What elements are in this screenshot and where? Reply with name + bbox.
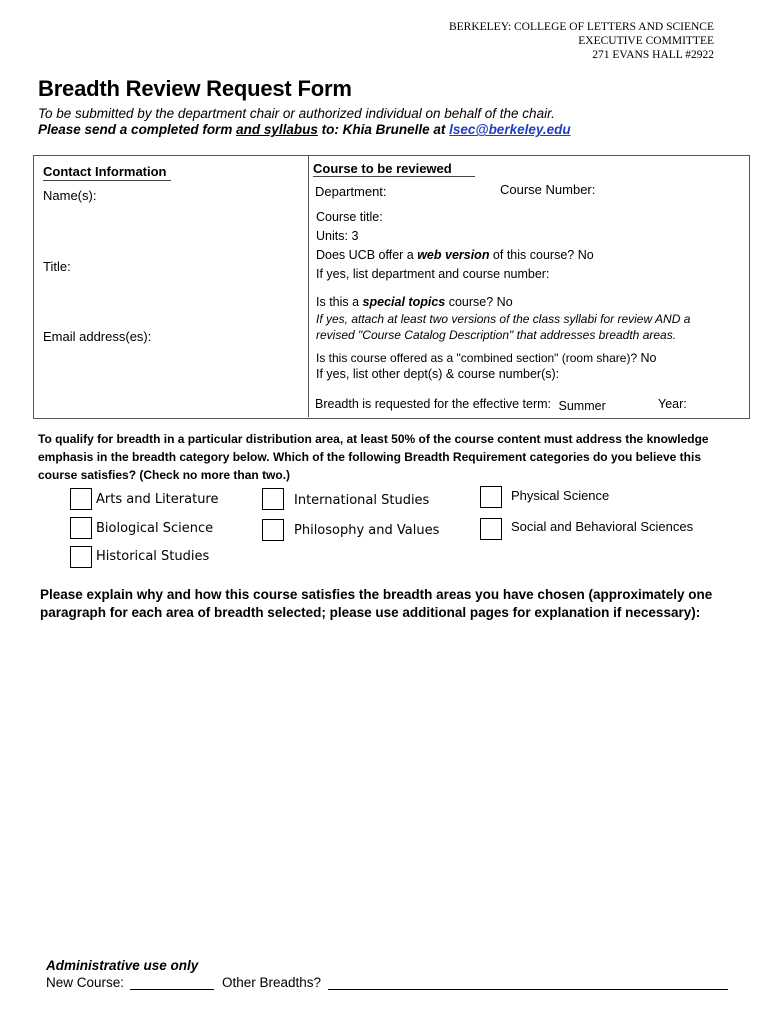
combined-answer: No — [640, 351, 657, 365]
contact-heading-underline — [43, 180, 171, 181]
special-note-2: revised "Course Catalog Description" that addresses breadth areas. — [316, 328, 677, 342]
combined-ifyes: If yes, list other dept(s) & course number(s): — [316, 367, 560, 381]
option-arts-literature: Arts and Literature — [96, 492, 219, 507]
send-underlined: and syllabus — [236, 122, 318, 137]
combined-section-question — [316, 351, 656, 365]
email-link[interactable]: lsec@berkeley.edu — [449, 122, 571, 137]
other-breadths-label: Other Breadths? — [222, 975, 322, 990]
special-topics-question — [316, 295, 513, 309]
checkbox-biological-science[interactable] — [70, 517, 92, 539]
email-label: Email address(es): — [43, 329, 152, 344]
web-answer: No — [577, 248, 594, 262]
send-instructions — [38, 122, 571, 137]
department-label: Department: — [315, 184, 387, 199]
title-label: Title: — [43, 259, 71, 274]
units-row — [316, 229, 358, 243]
year-label: Year: — [658, 397, 687, 411]
web-ifyes: If yes, list department and course number: — [316, 267, 550, 281]
course-title-label: Course title: — [316, 210, 383, 224]
term-value: Summer — [558, 399, 606, 413]
send-middle: to: Khia Brunelle at — [317, 122, 450, 137]
new-course-label: New Course: — [46, 975, 125, 990]
checkbox-historical-studies[interactable] — [70, 546, 92, 568]
checkbox-social-behavioral[interactable] — [480, 518, 502, 540]
option-biological-science: Biological Science — [96, 521, 214, 536]
header-line-3: 271 EVANS HALL #2922 — [592, 49, 714, 61]
web-version-question — [316, 248, 594, 262]
qualify-paragraph: To qualify for breadth in a particular distribution area, at least 50% of the course content must address the knowledge emphasis in the breadth category below. Which of the following Breadth Requirement categories do you believe this course satisfies? (Check no more than two.) — [38, 432, 709, 482]
units-label: Units: — [316, 229, 348, 243]
checkbox-physical-science[interactable] — [480, 486, 502, 508]
option-philosophy-values: Philosophy and Values — [294, 523, 440, 538]
special-note-1: If yes, attach at least two versions of the class syllabi for review AND a — [316, 312, 691, 326]
contact-heading: Contact Information — [43, 164, 167, 179]
new-course-field[interactable] — [130, 989, 214, 990]
other-breadths-field[interactable] — [328, 989, 728, 990]
web-bold: web version — [417, 248, 490, 262]
form-title: Breadth Review Request Form — [38, 76, 352, 101]
special-prefix: Is this a — [316, 295, 363, 309]
term-label: Breadth is requested for the effective term: — [315, 397, 552, 411]
names-label: Name(s): — [43, 188, 97, 203]
header-line-2: EXECUTIVE COMMITTEE — [578, 35, 714, 47]
option-social-behavioral: Social and Behavioral Sciences — [511, 519, 694, 534]
option-physical-science: Physical Science — [511, 488, 610, 503]
college-header — [449, 20, 714, 62]
special-bold: special topics — [362, 295, 446, 309]
course-number-label: Course Number: — [500, 182, 596, 197]
header-line-1: BERKELEY: COLLEGE OF LETTERS AND SCIENCE — [448, 21, 714, 33]
explain-instructions: Please explain why and how this course satisfies the breadth areas you have chosen (approximately one paragraph for each area of breadth selected; please use additional pages for explanation if necessary): — [40, 587, 713, 620]
course-heading-underline — [313, 176, 475, 177]
web-prefix: Does UCB offer a — [316, 248, 418, 262]
option-historical-studies: Historical Studies — [96, 549, 210, 564]
units-value: 3 — [351, 229, 359, 243]
term-row — [315, 397, 606, 411]
checkbox-philosophy-values[interactable] — [262, 519, 284, 541]
checkbox-international-studies[interactable] — [262, 488, 284, 510]
combined-question: Is this course offered as a "combined section" (room share)? — [316, 351, 638, 365]
web-suffix: of this course? — [489, 248, 575, 262]
special-suffix: course? — [445, 295, 494, 309]
course-heading: Course to be reviewed — [313, 161, 452, 176]
option-international-studies: International Studies — [294, 493, 430, 508]
form-subtitle: To be submitted by the department chair or authorized individual on behalf of the chair. — [38, 106, 555, 121]
admin-heading: Administrative use only — [46, 958, 199, 973]
checkbox-arts-literature[interactable] — [70, 488, 92, 510]
table-divider — [308, 155, 309, 417]
send-prefix: Please send a completed form — [38, 122, 237, 137]
special-answer: No — [496, 295, 513, 309]
